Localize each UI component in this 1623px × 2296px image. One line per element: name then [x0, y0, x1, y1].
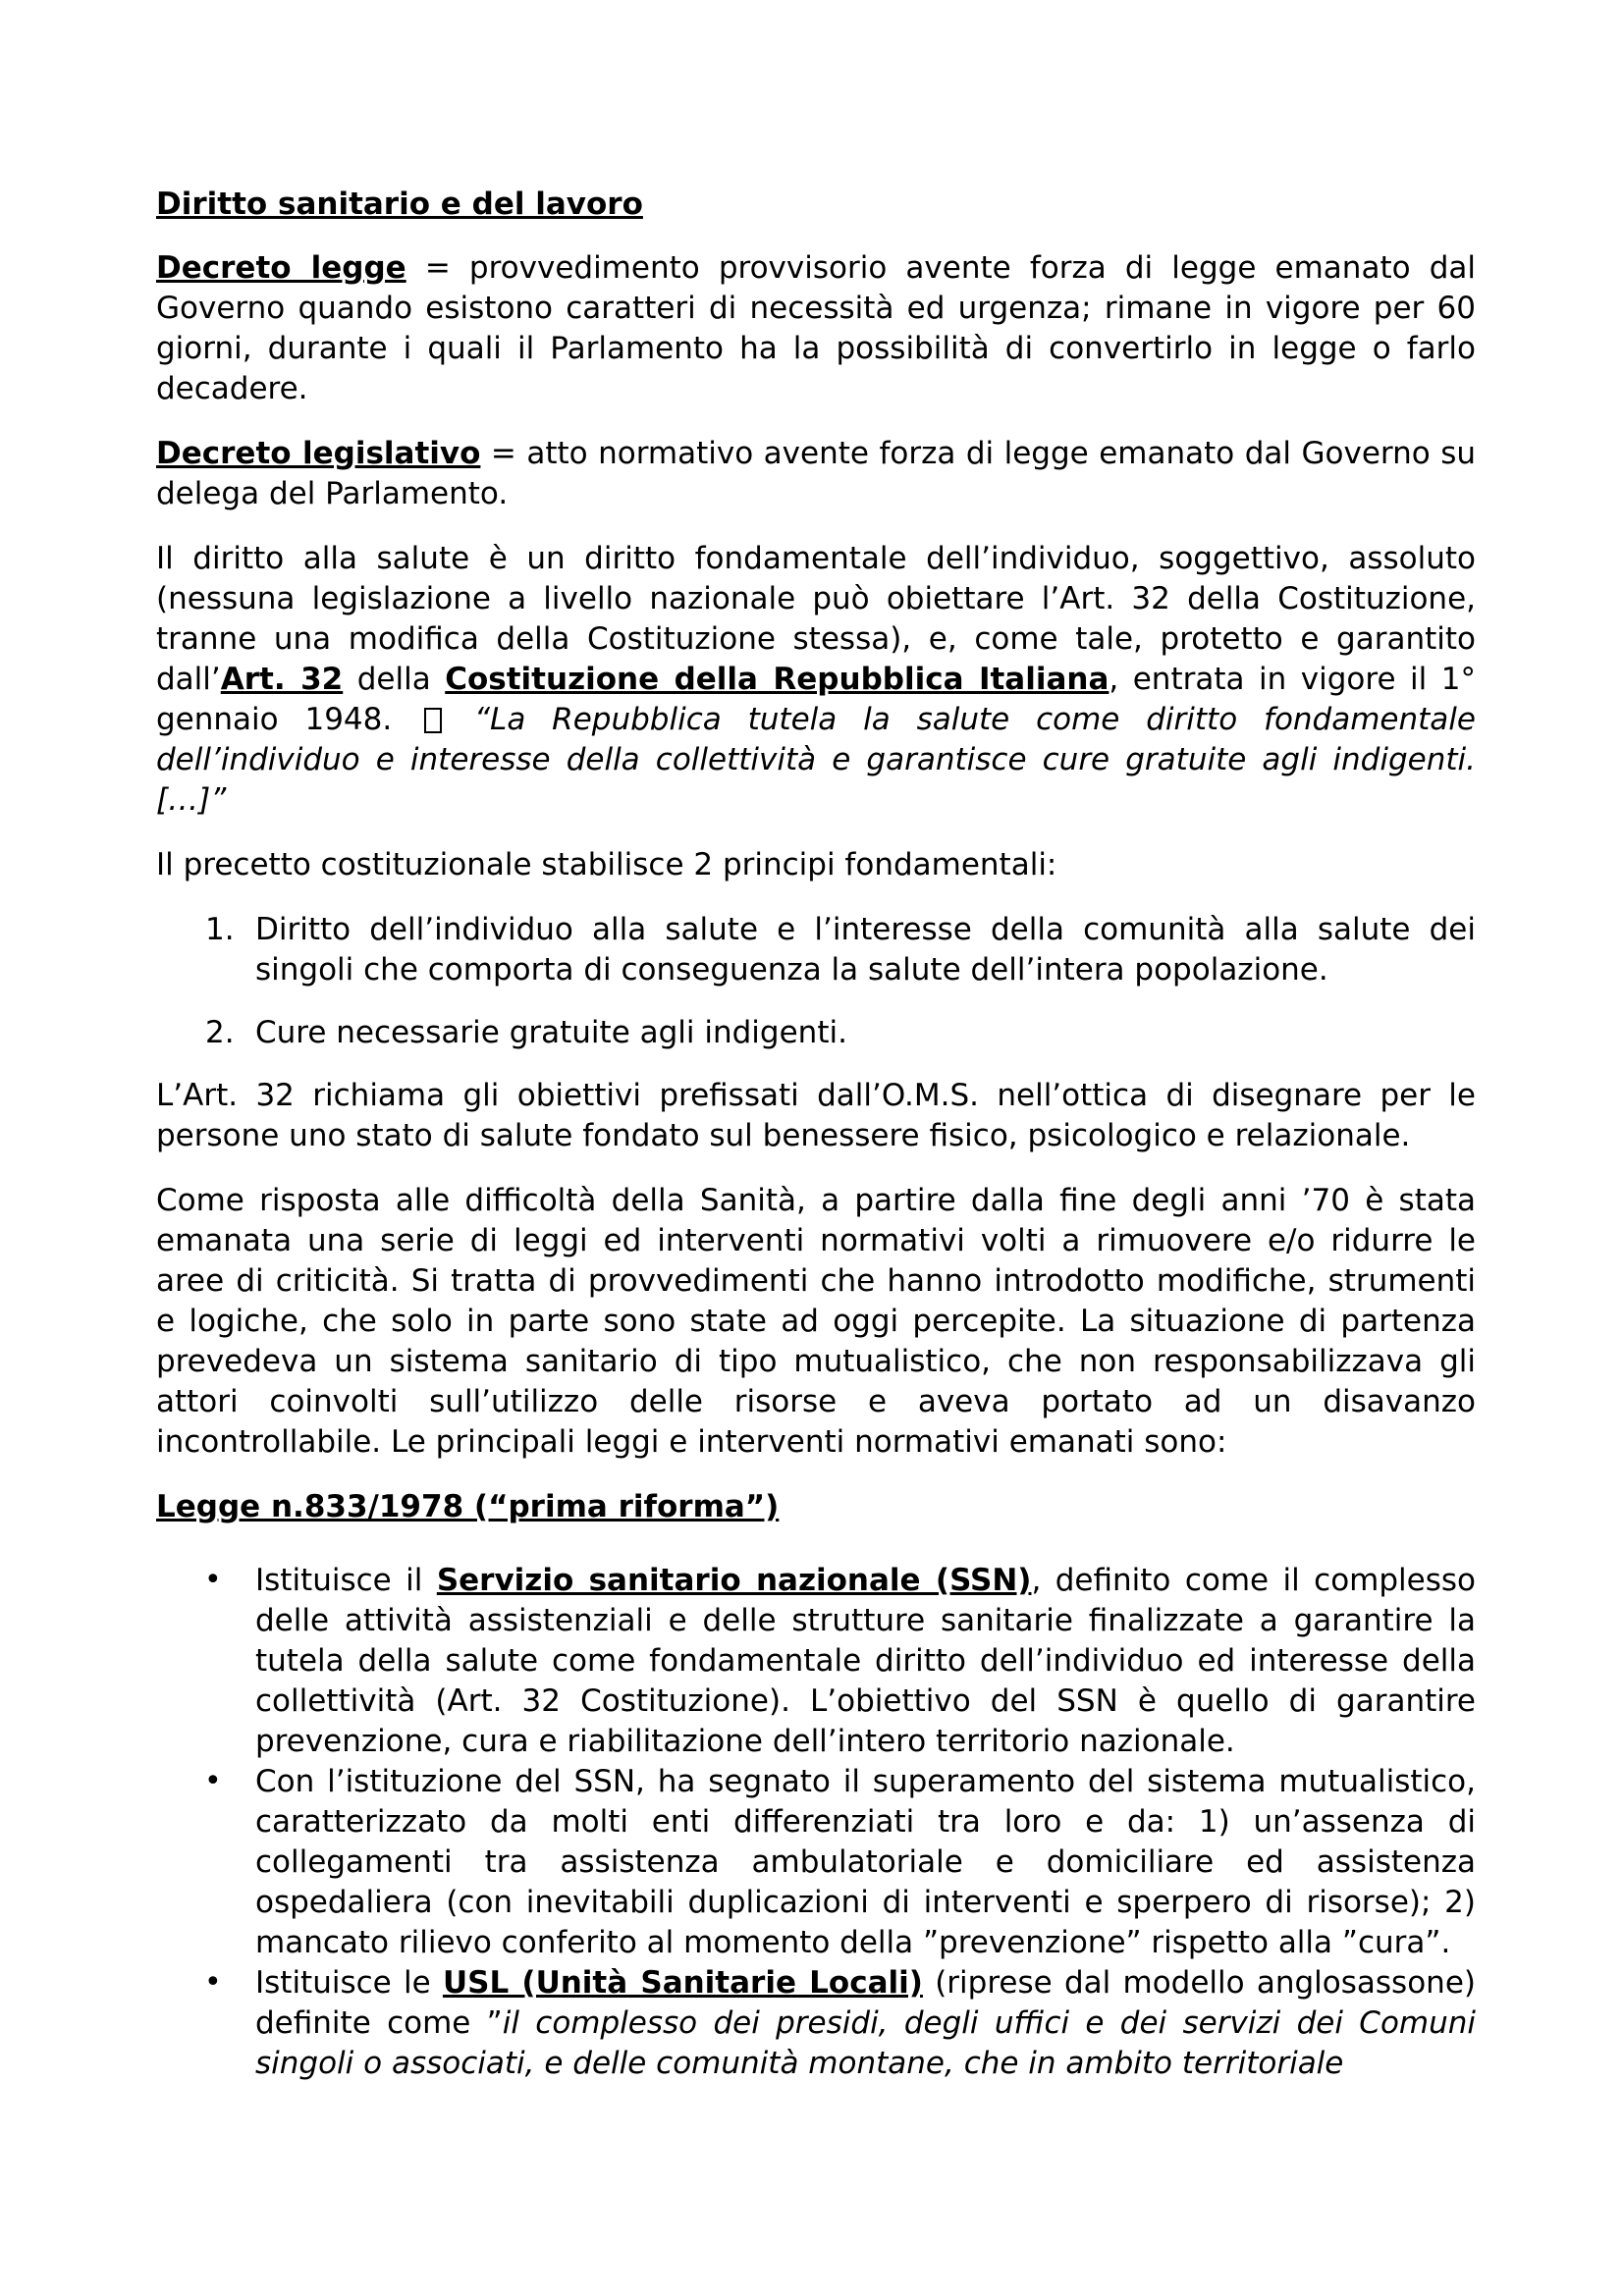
term-decreto-legislativo: Decreto legislativo: [156, 436, 481, 471]
list-item: [156, 1561, 1476, 1762]
paragraph-oms: L’Art. 32 richiama gli obiettivi prefissati dall’O.M.S. nell’ottica di disegnare per le persone uno stato di salute fondato sul benessere fisico, psicologico e relazionale.: [156, 1078, 1476, 1153]
definition-text: = atto normativo avente forza di legge emanato dal Governo su delega del Parlamento.: [156, 436, 1476, 511]
list-item-text: Istituisce le: [255, 1965, 443, 2001]
term-costituzione: Costituzione della Repubblica Italiana: [445, 662, 1109, 697]
missing-glyph-icon: [424, 708, 442, 733]
list-item-text: , definito come il complesso delle attività assistenziali e delle strutture sanitarie finalizzate a garantire la tutela della salute come fondamentale diritto dell’individuo ed interesse della collettività (Art. 32 Costituzione). L’obiettivo del SSN è quello di garantire prevenzione, cura e riabilitazione dell’intero territorio nazionale.: [255, 1563, 1476, 1759]
usl-definition-quote: il complesso dei presidi, degli uffici e dei servizi dei Comuni singoli o associati, e delle comunità montane, che in ambito territoriale: [255, 2005, 1477, 2081]
paragraph-text: della: [343, 662, 446, 697]
paragraph-text: , entrata in vigore il 1° gennaio 1948.: [156, 662, 1476, 737]
term-decreto-legge: Decreto legge: [156, 250, 406, 286]
list-item: [156, 910, 1476, 990]
list-item: [156, 1013, 1476, 1053]
paragraph-diritto-salute: [156, 539, 1476, 821]
definition-text: = provvedimento provvisorio avente forza di legge emanato dal Governo quando esistono caratteri di necessità ed urgenza; rimane in vigore per 60 giorni, durante i quali il Parlamento ha la possibilità di convertirlo in legge o farlo decadere.: [156, 250, 1476, 406]
list-item: [156, 1762, 1476, 1963]
document-title: Diritto sanitario e del lavoro: [156, 187, 643, 222]
term-ssn: Servizio sanitario nazionale (SSN): [436, 1563, 1032, 1598]
list-item-text: Con l’istituzione del SSN, ha segnato il superamento del sistema mutualistico, caratterizzato da molti enti differenziati tra loro e da: 1) un’assenza di collegamenti tra assistenza ambulatoriale e domiciliare ed assistenza ospedaliera (con inevitabili duplicazioni di interventi e sperpero di risorse); 2) mancato rilievo conferito al momento della ”prevenzione” rispetto alla ”cura”.: [255, 1764, 1476, 1960]
principles-list: [156, 910, 1476, 1053]
bullet-icon: •: [204, 1563, 222, 1597]
list-item-text: Diritto dell’individuo alla salute e l’interesse della comunità alla salute dei singoli che comporta di conseguenza la salute dell’intera popolazione.: [255, 912, 1476, 988]
paragraph-precetto: Il precetto costituzionale stabilisce 2 principi fondamentali:: [156, 847, 1057, 882]
list-number: 2.: [205, 1015, 235, 1050]
list-item: [156, 1963, 1476, 2084]
paragraph-decreto-legge: [156, 248, 1476, 409]
bullet-icon: •: [204, 1764, 222, 1798]
list-item-text: Istituisce il: [255, 1563, 437, 1598]
document-body: [156, 185, 1476, 2084]
list-item-text: (riprese dal modello anglosassone) definite come ”: [255, 1965, 1476, 2041]
paragraph-text: Il diritto alla salute è un diritto fondamentale dell’individuo, soggettivo, assoluto (nessuna legislazione a livello nazionale può obiettare l’Art. 32 della Costituzione, tranne una modifica della Costituzione stessa), e, come tale, protetto e garantito dall’: [156, 541, 1476, 697]
list-number: 1.: [205, 912, 235, 947]
term-usl: USL (Unità Sanitarie Locali): [442, 1965, 923, 2001]
bullet-icon: •: [204, 1965, 222, 2000]
constitution-quote: “La Repubblica tutela la salute come diritto fondamentale dell’individuo e interesse della collettività e garantisce cure gratuite agli indigenti. […]”: [156, 702, 1476, 818]
section-title-legge-833: Legge n.833/1978 (“prima riforma”): [156, 1489, 780, 1524]
term-art-32: Art. 32: [220, 662, 344, 697]
paragraph-sanita: Come risposta alle difficoltà della Sanità, a partire dalla fine degli anni ’70 è stata emanata una serie di leggi ed interventi normativi volti a rimuovere e/o ridurre le aree di criticità. Si tratta di provvedimenti che hanno introdotto modifiche, strumenti e logiche, che solo in parte sono state ad oggi percepite. La situazione di partenza prevedeva un sistema sanitario di tipo mutualistico, che non responsabilizzava gli attori coinvolti sull’utilizzo delle risorse e aveva portato ad un disavanzo incontrollabile. Le principali leggi e interventi normativi emanati sono:: [156, 1183, 1476, 1460]
legge-833-bullets: [156, 1561, 1476, 2084]
list-item-text: Cure necessarie gratuite agli indigenti.: [255, 1015, 847, 1050]
paragraph-decreto-legislativo: [156, 434, 1476, 514]
